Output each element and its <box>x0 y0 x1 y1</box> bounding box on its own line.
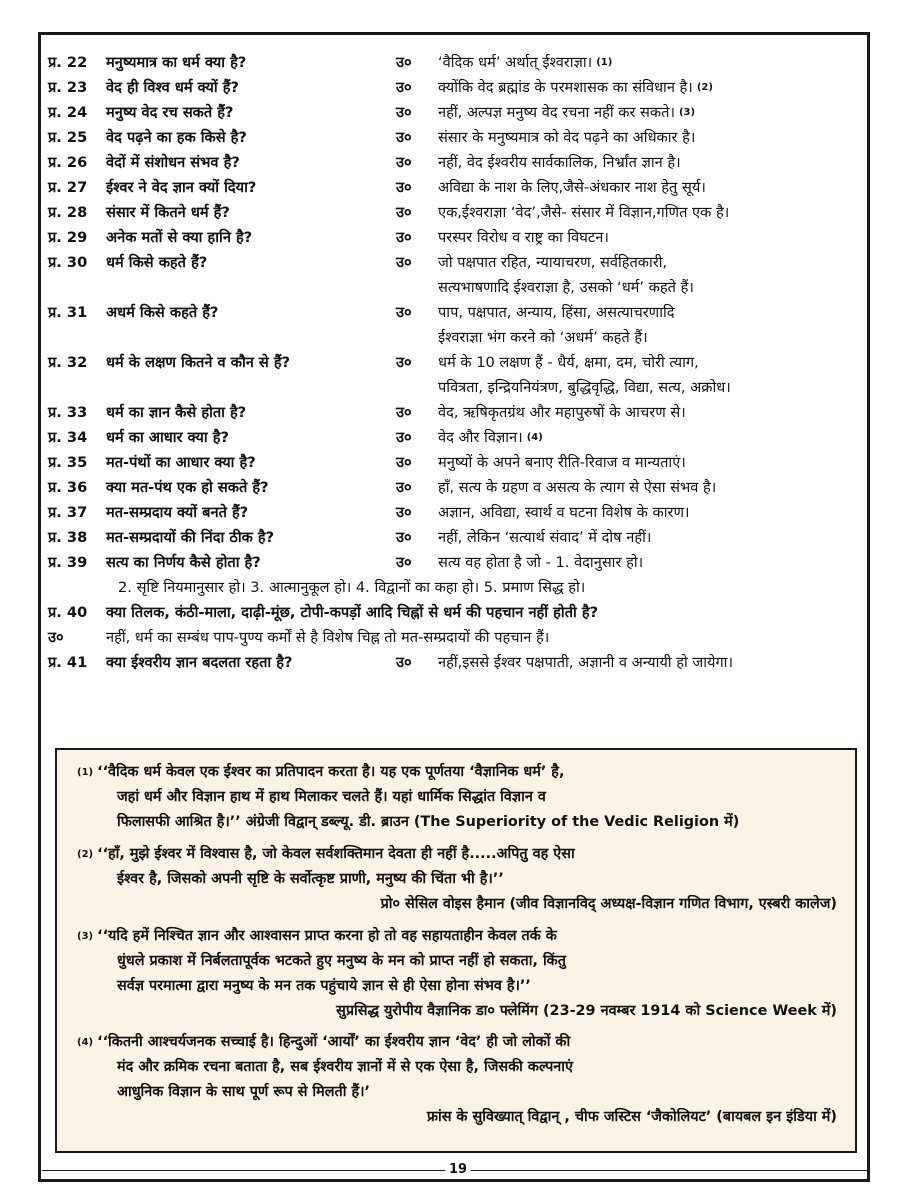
answer-line <box>438 175 868 200</box>
answer-line <box>438 275 868 300</box>
qa-row <box>48 250 868 300</box>
footnote-ref: (3) <box>678 107 696 118</box>
answer-line-text: सत्यभाषणादि ईश्वराज्ञा है, उसको ‘धर्म’ कहते हैं। <box>438 279 694 296</box>
qa-row <box>48 425 868 450</box>
answer-text <box>438 425 868 450</box>
quote-3-line-3: सर्वज्ञ परमात्मा द्वारा मनुष्य के मन तक पहुंचाये ज्ञान से ही ऐसा होना संभव है।’’ <box>117 978 531 994</box>
question-number: प्र. 26 <box>48 154 88 171</box>
quote-4-line-3: आधुनिक विज्ञान के साथ पूर्ण रूप से मिलती हैं।’ <box>117 1084 371 1100</box>
answer-text <box>438 450 868 475</box>
q40-answer-row <box>48 625 868 650</box>
q40-row <box>48 600 868 625</box>
answer-line-text: धर्म के 10 लक्षण हैं - धैर्य, क्षमा, दम, चोरी त्याग, <box>438 354 699 371</box>
answer-prefix: उ० <box>396 229 412 246</box>
question-number: प्र. 29 <box>48 229 88 246</box>
qa-row <box>48 500 868 525</box>
answer-prefix: उ० <box>396 104 412 121</box>
question-number: प्र. 35 <box>48 454 88 471</box>
answer-prefix: उ० <box>396 554 412 571</box>
footnote-ref: (2) <box>696 82 713 93</box>
question-text: वेद पढ़ने का हक किसे है? <box>106 129 247 146</box>
question-number: प्र. 27 <box>48 179 88 196</box>
q41-number: प्र. 41 <box>48 654 88 671</box>
answer-prefix: उ० <box>396 404 412 421</box>
question-text: धर्म का आधार क्या है? <box>106 429 229 446</box>
answer-line-text: संसार के मनुष्यमात्र को वेद पढ़ने का अधिकार है। <box>438 129 696 146</box>
q41-answer: नहीं,इससे ईश्वर पक्षपाती, अज्ञानी व अन्यायी हो जायेगा। <box>438 654 733 671</box>
quote-2 <box>77 842 847 917</box>
answer-prefix: उ० <box>396 304 412 321</box>
qa-row <box>48 300 868 350</box>
answer-line-text: अज्ञान, अविद्या, स्वार्थ व घटना विशेष के कारण। <box>438 504 690 521</box>
question-number: प्र. 33 <box>48 404 88 421</box>
question-number: प्र. 36 <box>48 479 88 496</box>
question-text: अनेक मतों से क्या हानि है? <box>106 229 253 246</box>
answer-prefix: उ० <box>396 54 412 71</box>
qa-row <box>48 175 868 200</box>
answer-line-text: परस्पर विरोध व राष्ट्र का विघटन। <box>438 229 609 246</box>
answer-line <box>438 350 868 375</box>
question-number: प्र. 22 <box>48 54 88 71</box>
answer-line-text: पाप, पक्षपात, अन्याय, हिंसा, असत्याचरणादि <box>438 304 675 321</box>
q41-row <box>48 650 868 675</box>
footnote-ref: (1) <box>596 57 613 68</box>
answer-line <box>438 500 868 525</box>
quote-3-line-2: धुंधले प्रकाश में निर्बलतापूर्वक भटकते हुए मनुष्य के मन को प्राप्त नहीं हो सकता, किंतु <box>117 953 566 969</box>
qa-row <box>48 525 868 550</box>
answer-prefix: उ० <box>396 154 412 171</box>
quote-1 <box>77 760 847 835</box>
answer-text <box>438 150 868 175</box>
q40-question: क्या तिलक, कंठी-माला, दाढ़ी-मूंछ, टोपी-कपड़ों आदि चिह्नों से धर्म की पहचान नहीं होती है? <box>106 604 599 621</box>
answer-line <box>438 300 868 325</box>
q40-number: प्र. 40 <box>48 604 88 621</box>
qa-row <box>48 475 868 500</box>
answer-text <box>438 250 868 300</box>
qa-row <box>48 150 868 175</box>
answer-line <box>438 425 868 450</box>
quote-1-number: (1) <box>77 767 94 778</box>
answer-prefix: उ० <box>396 479 412 496</box>
quote-2-attribution: प्रो० सेसिल वोइस हैमान (जीव विज्ञानविद् अध्यक्ष-विज्ञान गणित विभाग, एस्बरी कालेज) <box>380 896 837 912</box>
question-number: प्र. 31 <box>48 304 88 321</box>
answer-text <box>438 525 868 550</box>
question-text: ईश्वर ने वेद ज्ञान क्यों दिया? <box>106 179 257 196</box>
answer-line <box>438 225 868 250</box>
answer-line-text: पवित्रता, इन्द्रियनियंत्रण, बुद्धिवृद्धि, विद्या, सत्य, अक्रोध। <box>438 379 731 396</box>
question-text: धर्म का ज्ञान कैसे होता है? <box>106 404 247 421</box>
answer-line-text: मनुष्यों के अपने बनाए रीति-रिवाज व मान्यताएं। <box>438 454 686 471</box>
qa-row <box>48 50 868 75</box>
answer-line <box>438 550 868 575</box>
q40-answer-prefix: उ० <box>48 629 64 646</box>
qa-row <box>48 225 868 250</box>
page-number: 19 <box>445 1162 471 1177</box>
answer-line-text: ईश्वराज्ञा भंग करने को ‘अधर्म’ कहते हैं। <box>438 329 648 346</box>
q39-continuation: 2. सृष्टि नियमानुसार हो। 3. आत्मानुकूल हो। 4. विद्वानों का कहा हो। 5. प्रमाण सिद्ध हो। <box>118 579 586 596</box>
answer-prefix: उ० <box>396 504 412 521</box>
question-text: धर्म किसे कहते हैं? <box>106 254 208 271</box>
answer-line-text: अविद्या के नाश के लिए,जैसे-अंधकार नाश हेतु सूर्य। <box>438 179 706 196</box>
question-number: प्र. 38 <box>48 529 88 546</box>
qa-row <box>48 75 868 100</box>
qa-row <box>48 550 868 575</box>
answer-text <box>438 175 868 200</box>
answer-line-text: ‘वैदिक धर्म’ अर्थात् ईश्वराज्ञा। <box>438 54 593 71</box>
answer-text <box>438 225 868 250</box>
quote-1-line-2: जहां धर्म और विज्ञान हाथ में हाथ मिलाकर चलते हैं। यहां धार्मिक सिद्धांत विज्ञान व <box>117 789 546 805</box>
q41-answer-prefix: उ० <box>396 654 412 671</box>
answer-line <box>438 400 868 425</box>
question-text: सत्य का निर्णय कैसे होता है? <box>106 554 261 571</box>
qa-list <box>48 50 868 675</box>
answer-prefix: उ० <box>396 529 412 546</box>
answer-text <box>438 300 868 350</box>
q41-question: क्या ईश्वरीय ज्ञान बदलता रहता है? <box>106 654 293 671</box>
qa-row <box>48 400 868 425</box>
answer-line-text: नहीं, अल्पज्ञ मनुष्य वेद रचना नहीं कर सकते। <box>438 104 675 121</box>
answer-line-text: हाँ, सत्य के ग्रहण व असत्य के त्याग से ऐसा संभव है। <box>438 479 717 496</box>
quote-2-number: (2) <box>77 849 94 860</box>
question-text: मनुष्यमात्र का धर्म क्या है? <box>106 54 247 71</box>
answer-line-text: सत्य वह होता है जो - 1. वेदानुसार हो। <box>438 554 644 571</box>
qa-rows <box>48 50 868 575</box>
qa-row <box>48 200 868 225</box>
question-number: प्र. 23 <box>48 79 88 96</box>
answer-text <box>438 50 868 75</box>
quotes-box <box>55 748 857 1153</box>
answer-line <box>438 150 868 175</box>
answer-text <box>438 200 868 225</box>
quote-1-line-1: ‘‘वैदिक धर्म केवल एक ईश्वर का प्रतिपादन करता है। यह एक पूर्णतया ‘वैज्ञानिक धर्म’ है, <box>97 764 565 780</box>
answer-line-text: नहीं, वेद ईश्वरीय सार्वकालिक, निर्भ्रांत ज्ञान है। <box>438 154 681 171</box>
quote-3-number: (3) <box>77 931 94 942</box>
answer-prefix: उ० <box>396 354 412 371</box>
answer-prefix: उ० <box>396 429 412 446</box>
answer-text <box>438 500 868 525</box>
question-text: मनुष्य वेद रच सकते हैं? <box>106 104 234 121</box>
answer-text <box>438 400 868 425</box>
quote-4 <box>77 1030 847 1130</box>
answer-text <box>438 125 868 150</box>
answer-line <box>438 200 868 225</box>
question-text: धर्म के लक्षण कितने व कौन से हैं? <box>106 354 291 371</box>
question-text: मत-सम्प्रदायों की निंदा ठीक है? <box>106 529 275 546</box>
question-number: प्र. 34 <box>48 429 88 446</box>
question-text: मत-सम्प्रदाय क्यों बनते हैं? <box>106 504 249 521</box>
question-number: प्र. 28 <box>48 204 88 221</box>
question-number: प्र. 25 <box>48 129 88 146</box>
question-number: प्र. 24 <box>48 104 88 121</box>
quote-1-line-3: फिलासफी आश्रित है।’’ अंग्रेजी विद्वान् डब्ल्यू. डी. ब्राउन (The Superiority of the Vedic Religion में) <box>117 814 740 830</box>
answer-prefix: उ० <box>396 79 412 96</box>
quote-3 <box>77 924 847 1024</box>
quote-3-attribution: सुप्रसिद्ध युरोपीय वैज्ञानिक डा० फ्लेमिंग (23-29 नवम्बर 1914 को Science Week में) <box>336 1003 837 1019</box>
question-text: वेदों में संशोधन संभव है? <box>106 154 240 171</box>
answer-prefix: उ० <box>396 179 412 196</box>
answer-line-text: क्योंकि वेद ब्रह्मांड के परमशासक का संविधान है। <box>438 79 693 96</box>
answer-line-text: वेद और विज्ञान। <box>438 429 523 446</box>
answer-text <box>438 350 868 400</box>
question-text: संसार में कितने धर्म हैं? <box>106 204 230 221</box>
answer-line <box>438 375 868 400</box>
answer-line <box>438 125 868 150</box>
question-text: क्या मत-पंथ एक हो सकते हैं? <box>106 479 269 496</box>
qa-row <box>48 450 868 475</box>
answer-line <box>438 50 868 75</box>
answer-line-text: एक,ईश्वराज्ञा ‘वेद’,जैसे- संसार में विज्ञान,गणित एक है। <box>438 204 730 221</box>
question-number: प्र. 32 <box>48 354 88 371</box>
answer-line <box>438 450 868 475</box>
answer-line <box>438 525 868 550</box>
answer-text <box>438 550 868 575</box>
answer-line-text: नहीं, लेकिन ‘सत्यार्थ संवाद’ में दोष नहीं। <box>438 529 652 546</box>
footnote-ref: (4) <box>526 432 543 443</box>
question-text: अधर्म किसे कहते हैं? <box>106 304 219 321</box>
qa-row <box>48 100 868 125</box>
qa-row <box>48 350 868 400</box>
question-text: वेद ही विश्व धर्म क्यों हैं? <box>106 79 239 96</box>
answer-line <box>438 250 868 275</box>
question-number: प्र. 30 <box>48 254 88 271</box>
answer-line <box>438 100 868 125</box>
quote-4-attribution: फ्रांस के सुविख्यात् विद्वान् , चीफ जस्टिस ‘जैकोलियट’ (बायबल इन इंडिया में) <box>426 1109 837 1125</box>
quote-2-line-1: ‘‘हाँ, मुझे ईश्वर में विश्वास है, जो केवल सर्वशक्तिमान देवता ही नहीं है.....अपितु वह ऐसा <box>97 846 575 862</box>
quote-2-line-2: ईश्वर है, जिसको अपनी सृष्टि के सर्वोत्कृष्ट प्राणी, मनुष्य की चिंता भी है।’’ <box>117 871 504 887</box>
quote-4-number: (4) <box>77 1037 94 1048</box>
answer-text <box>438 75 868 100</box>
quote-4-line-2: मंद और क्रमिक रचना बताता है, सब ईश्वरीय ज्ञानों में से एक ऐसा है, जिसकी कल्पनाएं <box>117 1059 573 1075</box>
answer-prefix: उ० <box>396 129 412 146</box>
q40-answer: नहीं, धर्म का सम्बंध पाप-पुण्य कर्मों से है विशेष चिह्न तो मत-सम्प्रदायों की पहचान हैं। <box>106 629 550 646</box>
quote-4-line-1: ‘‘कितनी आश्चर्यजनक सच्चाई है। हिन्दुओं ‘आर्यों’ का ईश्वरीय ज्ञान ‘वेद’ ही जो लोकों की <box>97 1034 571 1050</box>
answer-line <box>438 75 868 100</box>
answer-line-text: वेद, ऋषिकृतग्रंथ और महापुरुषों के आचरण से। <box>438 404 686 421</box>
answer-prefix: उ० <box>396 254 412 271</box>
answer-text <box>438 100 868 125</box>
question-number: प्र. 37 <box>48 504 88 521</box>
answer-line <box>438 325 868 350</box>
answer-line <box>438 475 868 500</box>
answer-line-text: जो पक्षपात रहित, न्यायाचरण, सर्वहितकारी, <box>438 254 668 271</box>
answer-prefix: उ० <box>396 454 412 471</box>
quote-3-line-1: ‘‘यदि हमें निश्चित ज्ञान और आश्वासन प्राप्त करना हो तो वह सहायताहीन केवल तर्क के <box>97 928 557 944</box>
question-number: प्र. 39 <box>48 554 88 571</box>
qa-row <box>48 125 868 150</box>
answer-prefix: उ० <box>396 204 412 221</box>
question-text: मत-पंथों का आधार क्या है? <box>106 454 256 471</box>
answer-text <box>438 475 868 500</box>
